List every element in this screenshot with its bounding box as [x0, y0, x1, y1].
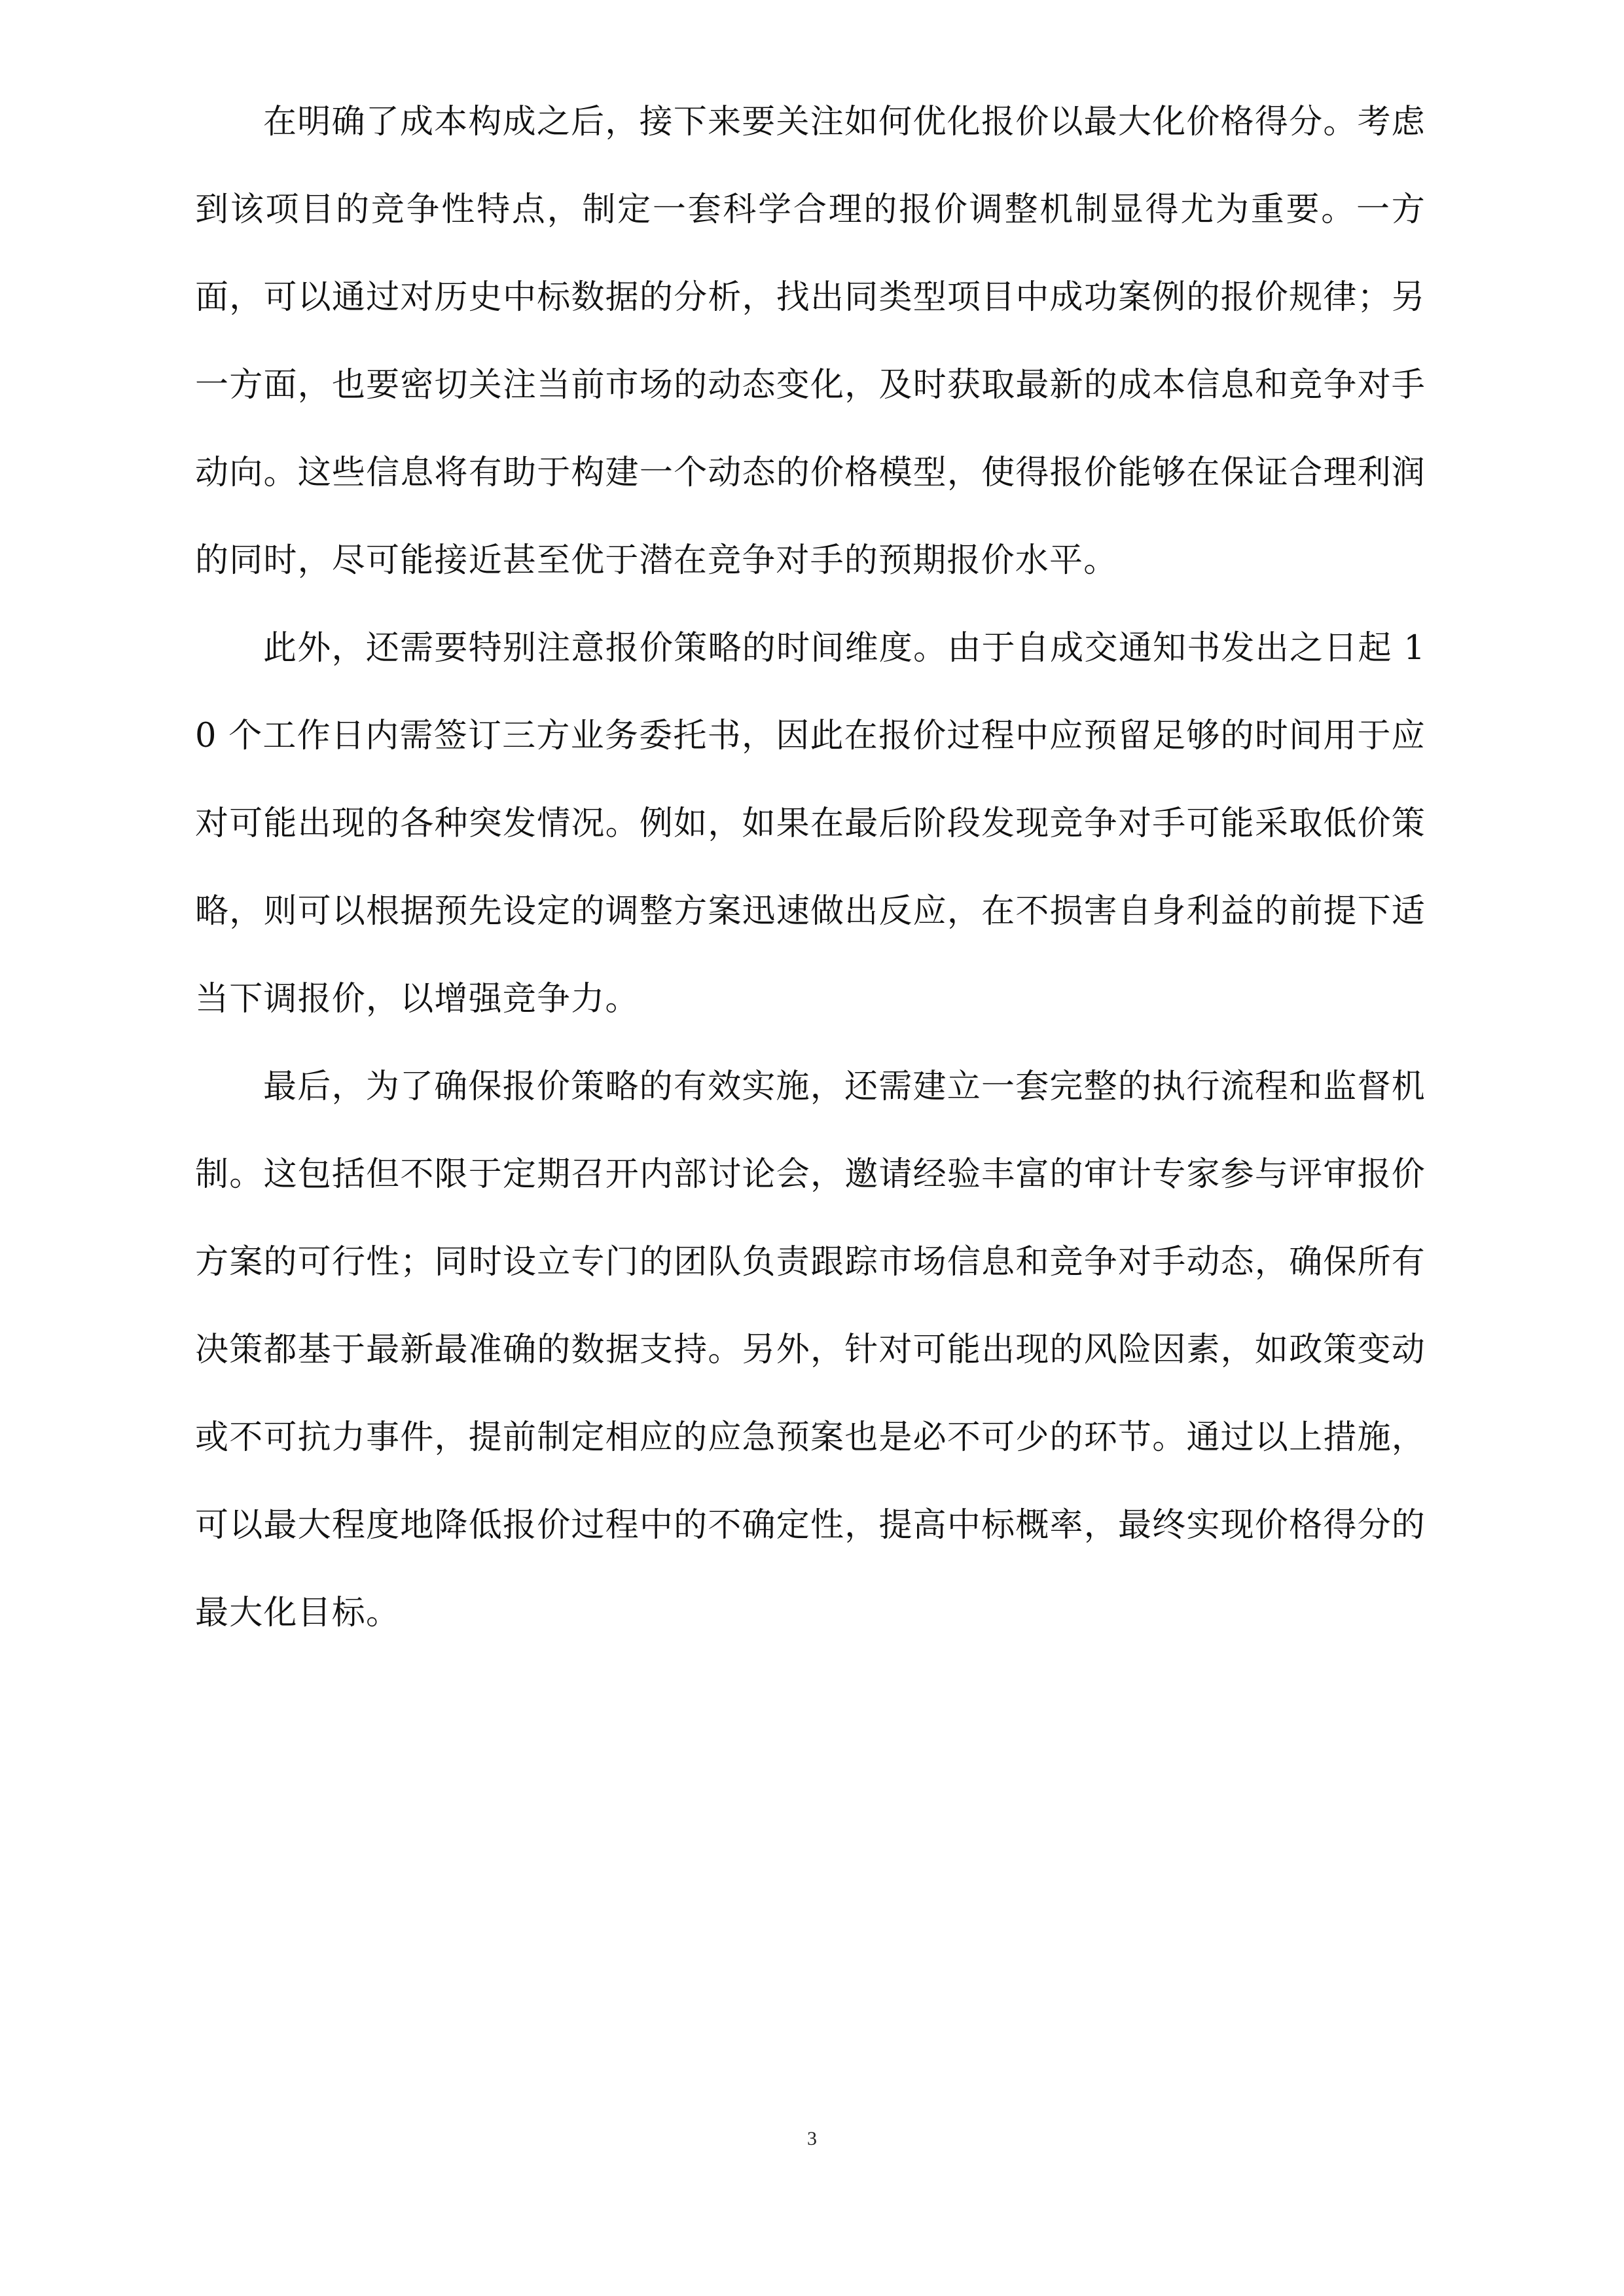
paragraph-pricing-optimization: 在明确了成本构成之后，接下来要关注如何优化报价以最大化价格得分。考虑到该项目的竞争性特点，制定一套科学合理的报价调整机制显得尤为重要。一方面，可以通过对历史中标数据的分析，找出同类型项目中成功案例的报价规律；另一方面，也要密切关注当前市场的动态变化，及时获取最新的成本信息和竞争对手动向。这些信息将有助于构建一个动态的价格模型，使得报价能够在保证合理利润的同时，尽可能接近甚至优于潜在竞争对手的预期报价水平。	[195, 103, 1426, 580]
page-number: 3	[807, 2128, 817, 2149]
document-body	[195, 79, 1426, 1657]
paragraph-execution-supervision: 最后，为了确保报价策略的有效实施，还需建立一套完整的执行流程和监督机制。这包括但不限于定期召开内部讨论会，邀请经验丰富的审计专家参与评审报价方案的可行性；同时设立专门的团队负责跟踪市场信息和竞争对手动态，确保所有决策都基于最新最准确的数据支持。另外，针对可能出现的风险因素，如政策变动或不可抗力事件，提前制定相应的应急预案也是必不可少的环节。通过以上措施，可以最大程度地降低报价过程中的不确定性，提高中标概率，最终实现价格得分的最大化目标。	[195, 1067, 1426, 1632]
paragraph-time-dimension: 此外，还需要特别注意报价策略的时间维度。由于自成交通知书发出之日起 10 个工作日内需签订三方业务委托书，因此在报价过程中应预留足够的时间用于应对可能出现的各种突发情况。例如，如果在最后阶段发现竞争对手可能采取低价策略，则可以根据预先设定的调整方案迅速做出反应，在不损害自身利益的前提下适当下调报价，以增强竞争力。	[195, 629, 1426, 1018]
